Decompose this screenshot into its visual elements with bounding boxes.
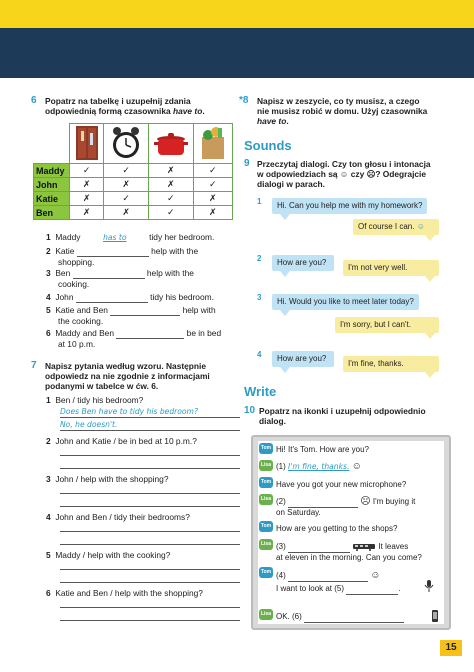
item-number: 4 <box>46 512 51 522</box>
answer-field[interactable] <box>76 292 148 303</box>
chat-text-continued: on Saturday. <box>276 508 321 517</box>
dialog-number: 2 <box>257 254 262 263</box>
item-text-continued: cooking. <box>58 279 90 289</box>
microphone-icon <box>424 580 434 592</box>
smiley-sad-icon: ☹ <box>366 169 376 180</box>
dialog-question-bubble: How are you? <box>272 255 334 271</box>
bubble-tail <box>425 333 435 339</box>
avatar-lisa: Lisa <box>259 609 273 620</box>
ex7-answer-line-1[interactable]: Does Ben have to tidy his bedroom? <box>60 407 240 418</box>
page-number: 15 <box>440 640 462 656</box>
chat-message <box>276 584 401 595</box>
bubble-tail <box>425 235 435 241</box>
item-number: 3 <box>46 474 51 484</box>
ex7-item-6 <box>46 588 246 598</box>
exercise-8-number: *8 <box>239 95 249 106</box>
ex7-item-4 <box>46 512 241 522</box>
shopping-bag-icon <box>193 124 233 164</box>
chat-message <box>276 571 380 582</box>
table-cell: ✓ <box>148 192 193 206</box>
answer-field[interactable] <box>304 612 404 623</box>
answer-field[interactable]: has to <box>103 233 127 242</box>
instruction-text-end: . <box>286 116 289 127</box>
item-prompt: John and Ben / tidy their bedrooms? <box>55 512 190 522</box>
bubble-tail <box>425 372 435 378</box>
chat-message <box>276 497 444 518</box>
answer-field[interactable] <box>288 542 350 553</box>
chat-text-continued: at eleven in the morning. Can you come? <box>276 553 422 562</box>
table-cell: ✗ <box>193 192 233 206</box>
table-row <box>34 206 233 220</box>
sounds-heading: Sounds <box>244 138 292 153</box>
item-number: 6 <box>46 328 51 338</box>
dialog-question-bubble: How are you? <box>272 351 334 367</box>
dialog-answer-bubble: I'm not very well. <box>343 260 439 276</box>
bubble-tail <box>280 214 290 220</box>
answer-text: Of course I can. <box>358 222 415 231</box>
table-cell: ✗ <box>104 206 149 220</box>
table-cell: ✗ <box>193 206 233 220</box>
instruction-text: czy <box>348 169 367 180</box>
item-text: Katie and Ben <box>55 305 111 315</box>
blank-number: (3) <box>276 542 288 551</box>
chat-message: Hi! It's Tom. How are you? <box>276 445 369 454</box>
instruction-line: dialog. <box>259 416 286 427</box>
blank-number: (2) <box>276 497 288 506</box>
exercise-6-instruction <box>45 96 245 116</box>
avatar-lisa: Lisa <box>259 460 273 471</box>
dialog-question-bubble: Hi. Can you help me with my homework? <box>272 198 427 214</box>
item-number: 1 <box>46 232 51 242</box>
item-text: help with the <box>148 246 199 256</box>
bubble-tail <box>280 310 290 316</box>
answer-field[interactable] <box>288 571 368 582</box>
instruction-italic: have to <box>257 116 287 127</box>
dialog-answer-bubble: I'm sorry, but I can't. <box>335 317 439 333</box>
blank-number: (1) <box>276 462 288 471</box>
item-text: Maddy <box>55 232 83 242</box>
bubble-tail <box>280 271 290 277</box>
exercise-10-instruction <box>259 406 459 426</box>
table-cell: ✓ <box>70 164 104 178</box>
bubble-tail <box>280 367 290 373</box>
item-text: help with the <box>144 268 194 278</box>
item-text: be in bed <box>184 328 222 338</box>
avatar-tom: Tom <box>259 477 273 488</box>
item-number: 5 <box>46 550 51 560</box>
instruction-line <box>257 169 462 179</box>
item-text: Maddy and Ben <box>55 328 117 338</box>
item-text: tidy his bedroom. <box>147 292 214 302</box>
instruction-line: Napisz w zeszycie, co ty musisz, a czego <box>257 96 420 106</box>
dialog-number: 4 <box>257 350 262 359</box>
exercise-7-number: 7 <box>31 360 37 371</box>
smiley-happy-icon: ☺ <box>370 570 381 581</box>
answer-line[interactable] <box>60 468 240 469</box>
ex6-item-1 <box>46 232 241 243</box>
item-text-continued: at 10 p.m. <box>58 339 96 349</box>
answer-line[interactable] <box>60 620 240 621</box>
chat-text: OK. (6) <box>276 612 305 621</box>
table-cell: ✗ <box>70 178 104 192</box>
dialog-question-bubble: Hi. Would you like to meet later today? <box>272 294 419 310</box>
ex7-item-1 <box>46 395 241 405</box>
smiley-happy-icon: ☺ <box>351 461 362 472</box>
instruction-text: w odpowiedziach są <box>257 169 340 180</box>
answer-field[interactable] <box>77 246 149 257</box>
chat-text: It leaves <box>376 542 409 551</box>
exercise-9-number: 9 <box>244 158 250 169</box>
item-prompt: Katie and Ben / help with the shopping? <box>55 588 203 598</box>
row-label-john: John <box>34 178 70 192</box>
avatar-tom: Tom <box>259 567 273 578</box>
table-cell: ✗ <box>70 206 104 220</box>
item-text-continued: shopping. <box>58 257 95 267</box>
table-cell: ✓ <box>104 164 149 178</box>
table-cell: ✗ <box>148 178 193 192</box>
row-label-katie: Katie <box>34 192 70 206</box>
table-row <box>34 178 233 192</box>
chat-text: I want to look at (5) <box>276 584 347 593</box>
item-text: John <box>55 292 76 302</box>
chat-message: How are you getting to the shops? <box>276 524 398 533</box>
answer-line[interactable] <box>60 493 240 494</box>
instruction-text: odpowiednią formą czasownika <box>45 106 173 117</box>
ex7-item-3 <box>46 474 241 484</box>
row-label-maddy: Maddy <box>34 164 70 178</box>
row-label-ben: Ben <box>34 206 70 220</box>
instruction-line: podanymi w tabelce w ćw. 6. <box>45 381 159 392</box>
table-cell: ✗ <box>148 164 193 178</box>
ex6-item-5 <box>46 305 241 326</box>
exercise-7-instruction <box>45 361 245 392</box>
item-number: 4 <box>46 292 51 302</box>
table-cell: ✓ <box>193 164 233 178</box>
exercise-6-instruction-line1: Popatrz na tabelkę i uzupełnij zdania <box>45 96 191 106</box>
item-number: 2 <box>46 246 51 256</box>
answer-line[interactable] <box>60 582 240 583</box>
smiley-happy-icon: ☺ <box>339 169 349 180</box>
ex7-item-2 <box>46 436 241 446</box>
avatar-lisa: Lisa <box>259 494 273 505</box>
smiley-happy-icon: ☺ <box>416 222 425 231</box>
chat-message <box>276 462 362 472</box>
ex6-item-6 <box>46 328 241 349</box>
chat-message <box>276 542 446 563</box>
ex6-item-4 <box>46 292 241 303</box>
dialog-number: 3 <box>257 293 262 302</box>
chat-text-end: . <box>398 584 401 593</box>
ex6-item-2 <box>46 246 241 267</box>
item-number: 5 <box>46 305 51 315</box>
answer-field[interactable] <box>116 328 184 339</box>
cooking-pot-icon <box>148 124 193 164</box>
answer-line[interactable] <box>60 607 240 608</box>
exercise-6-number: 6 <box>31 95 37 106</box>
instruction-text-end: . <box>202 106 205 117</box>
wardrobe-icon <box>70 124 104 164</box>
item-prompt: Ben / tidy his bedroom? <box>55 395 144 405</box>
answer-field[interactable]: I'm fine, thanks. <box>288 462 350 471</box>
avatar-lisa: Lisa <box>259 539 273 550</box>
item-prompt: John / help with the shopping? <box>55 474 169 484</box>
exercise-8-instruction <box>257 96 457 127</box>
item-number: 1 <box>46 395 51 405</box>
table-cell: ✗ <box>104 178 149 192</box>
item-text: Katie <box>55 246 77 256</box>
exercise-6-instruction-line2 <box>45 106 245 116</box>
table-cell: ✓ <box>193 178 233 192</box>
instruction-line: Napisz pytania według wzoru. Następnie <box>45 361 207 371</box>
avatar-tom: Tom <box>259 443 273 454</box>
answer-field[interactable] <box>346 584 401 595</box>
item-prompt: John and Katie / be in bed at 10 p.m.? <box>55 436 197 446</box>
chat-message: Have you got your new microphone? <box>276 480 407 489</box>
instruction-line: Popatrz na ikonki i uzupełnij odpowiednio <box>259 406 426 416</box>
answer-line[interactable] <box>60 531 240 532</box>
table-cell: ✓ <box>148 206 193 220</box>
item-prompt: Maddy / help with the cooking? <box>55 550 171 560</box>
answer-line[interactable] <box>60 506 240 507</box>
table-cell: ✗ <box>70 192 104 206</box>
exercise-9-instruction <box>257 159 462 190</box>
item-number: 3 <box>46 268 51 278</box>
chat-text: I'm buying it <box>370 497 416 506</box>
exercise-10-number: 10 <box>244 405 256 416</box>
instruction-line: dialogi w parach. <box>257 179 325 190</box>
dialog-answer-bubble <box>353 219 439 235</box>
item-text: Ben <box>55 268 73 278</box>
answer-line[interactable] <box>60 569 240 570</box>
instruction-line: Przeczytaj dialogi. Czy ton głosu i intonacja <box>257 159 431 169</box>
instruction-line: nie musisz robić w domu. Użyj czasownika <box>257 106 428 117</box>
write-heading: Write <box>244 384 277 399</box>
ex7-answer-line-2[interactable]: No, he doesn't. <box>60 420 240 431</box>
answer-line[interactable] <box>60 455 240 456</box>
item-number: 2 <box>46 436 51 446</box>
chat-message <box>276 612 404 623</box>
item-text: tidy her bedroom. <box>146 232 215 242</box>
dialog-answer-bubble: I'm fine, thanks. <box>343 356 439 372</box>
alarm-clock-icon <box>104 124 149 164</box>
table-corner <box>34 124 70 164</box>
answer-field[interactable] <box>288 497 358 508</box>
answer-line[interactable] <box>60 544 240 545</box>
item-text-continued: the cooking. <box>58 316 104 326</box>
instruction-italic: have to <box>172 106 203 117</box>
dialog-number: 1 <box>257 197 262 206</box>
instruction-line: odpowiedz na nie zgodnie z informacjami <box>45 371 210 382</box>
table-cell: ✓ <box>104 192 149 206</box>
bubble-tail <box>425 276 435 282</box>
avatar-tom: Tom <box>259 521 273 532</box>
instruction-text: ? Odegrajcie <box>375 169 427 180</box>
answer-field[interactable] <box>110 305 180 316</box>
blank-number: (4) <box>276 571 288 580</box>
train-icon <box>352 543 376 551</box>
phone-icon <box>430 610 440 622</box>
ex6-item-3 <box>46 268 241 289</box>
table-header-row <box>34 124 233 164</box>
item-text: help with <box>180 305 216 315</box>
header-navy-band <box>0 28 474 78</box>
header-yellow-strip <box>0 0 474 28</box>
instruction-line <box>257 116 457 126</box>
table-row <box>34 192 233 206</box>
chores-table <box>33 123 233 220</box>
table-row <box>34 164 233 178</box>
item-number: 6 <box>46 588 51 598</box>
answer-field[interactable] <box>73 268 145 279</box>
smiley-sad-icon: ☹ <box>360 496 371 507</box>
ex7-item-5 <box>46 550 241 560</box>
